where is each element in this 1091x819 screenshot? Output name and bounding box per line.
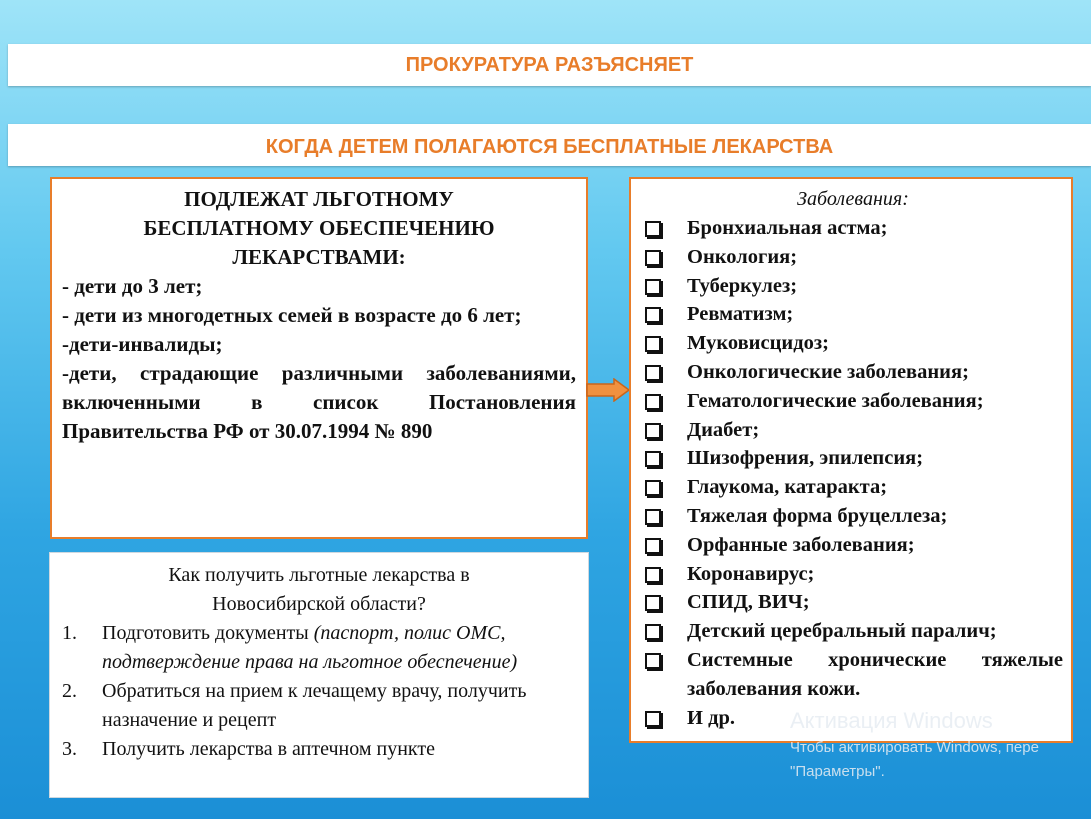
disease-label: Орфанные заболевания;	[687, 533, 915, 556]
step-text: Получить лекарства в аптечном пункте	[102, 738, 435, 760]
eligible-item: -дети-инвалиды;	[62, 332, 223, 356]
eligible-item: - дети из многодетных семей в возрасте до 6 лет;	[62, 303, 522, 327]
disease-item	[643, 329, 1063, 358]
diseases-list	[643, 214, 1063, 732]
disease-label: СПИД, ВИЧ;	[687, 591, 810, 614]
step-text-wrap	[102, 619, 578, 677]
step-note: (паспорт, полис ОМС, подтверждение права на льготное обеспечение)	[102, 622, 518, 673]
disease-item	[643, 617, 1063, 646]
disease-label: Туберкулез;	[687, 274, 798, 297]
howto-question-line: Как получить льготные лекарства в	[168, 564, 470, 586]
howto-step	[60, 677, 578, 735]
eligible-title	[62, 185, 576, 272]
disease-label: Онкологические заболевания;	[687, 360, 969, 383]
diseases-heading: Заболевания:	[797, 188, 909, 210]
disease-label: Детский церебральный паралич;	[687, 620, 997, 643]
disease-label: Шизофрения, эпилепсия;	[687, 447, 924, 470]
eligible-title-line: ПОДЛЕЖАТ ЛЬГОТНОМУ	[184, 187, 454, 211]
checkbox-square-icon	[645, 595, 661, 611]
step-number: 3.	[62, 738, 77, 760]
disease-item	[643, 502, 1063, 531]
banner-top: ПРОКУРАТУРА РАЗЪЯСНЯЕТ	[8, 44, 1091, 86]
checkbox-square-icon	[645, 250, 661, 266]
disease-item	[643, 358, 1063, 387]
disease-item	[643, 416, 1063, 445]
disease-label: Диабет;	[687, 418, 760, 441]
checkbox-square-icon	[645, 711, 661, 727]
checkbox-square-icon	[645, 653, 661, 669]
checkbox-square-icon	[645, 394, 661, 410]
howto-step	[60, 619, 578, 677]
disease-label: Системные хронические тяжелые заболевания кожи.	[687, 648, 1063, 700]
checkbox-square-icon	[645, 307, 661, 323]
disease-item	[643, 272, 1063, 301]
checkbox-square-icon	[645, 567, 661, 583]
disease-item	[643, 444, 1063, 473]
checkbox-square-icon	[645, 480, 661, 496]
checkbox-square-icon	[645, 279, 661, 295]
howto-box	[49, 552, 589, 798]
disease-item	[643, 646, 1063, 704]
checkbox-square-icon	[645, 423, 661, 439]
disease-item	[643, 214, 1063, 243]
diseases-box	[629, 177, 1073, 743]
checkbox-square-icon	[645, 451, 661, 467]
checkbox-square-icon	[645, 624, 661, 640]
disease-label: Бронхиальная астма;	[687, 217, 888, 239]
checkbox-square-icon	[645, 336, 661, 352]
eligible-title-line: БЕСПЛАТНОМУ ОБЕСПЕЧЕНИЮ	[143, 216, 495, 240]
disease-label: Онкология;	[687, 245, 798, 268]
eligible-item: - дети до 3 лет;	[62, 274, 203, 298]
disease-label: Ревматизм;	[687, 303, 794, 326]
step-text: Подготовить документы	[102, 622, 314, 644]
watermark-line: Чтобы активировать Windows, пере	[790, 739, 1039, 756]
checkbox-square-icon	[645, 365, 661, 381]
watermark-title: Активация Windows	[790, 708, 993, 733]
eligible-title-line: ЛЕКАРСТВАМИ:	[232, 245, 406, 269]
disease-label: Коронавирус;	[687, 562, 815, 585]
disease-item	[643, 300, 1063, 329]
disease-label: Глаукома, катаракта;	[687, 476, 888, 499]
disease-item	[643, 243, 1063, 272]
howto-step	[60, 735, 578, 764]
howto-question	[60, 561, 578, 619]
checkbox-square-icon	[645, 538, 661, 554]
disease-label: И др.	[687, 706, 735, 729]
disease-label: Гематологические заболевания;	[687, 389, 984, 412]
howto-question-line: Новосибирской области?	[212, 593, 426, 615]
windows-activation-watermark	[790, 706, 1039, 784]
disease-item	[643, 531, 1063, 560]
arrow-right-icon	[586, 378, 630, 402]
checkbox-square-icon	[645, 509, 661, 525]
disease-item	[643, 387, 1063, 416]
disease-item	[643, 473, 1063, 502]
eligible-item: -дети, страдающие различными заболеваниями, включенными в список Постановления Правительства РФ от 30.07.1994 № 890	[62, 361, 576, 443]
banner-title: КОГДА ДЕТЕМ ПОЛАГАЮТСЯ БЕСПЛАТНЫЕ ЛЕКАРСТВА	[8, 124, 1091, 166]
howto-steps	[60, 619, 578, 764]
checkbox-square-icon	[645, 221, 661, 237]
step-number: 2.	[62, 680, 77, 702]
step-text: Обратиться на прием к лечащему врачу, получить назначение и рецепт	[102, 680, 527, 731]
disease-label: Муковисцидоз;	[687, 332, 829, 355]
eligible-box	[50, 177, 588, 539]
disease-item	[643, 560, 1063, 589]
watermark-line: "Параметры".	[790, 763, 885, 780]
disease-label: Тяжелая форма бруцеллеза;	[687, 504, 948, 527]
disease-item	[643, 588, 1063, 617]
step-number: 1.	[62, 622, 77, 644]
